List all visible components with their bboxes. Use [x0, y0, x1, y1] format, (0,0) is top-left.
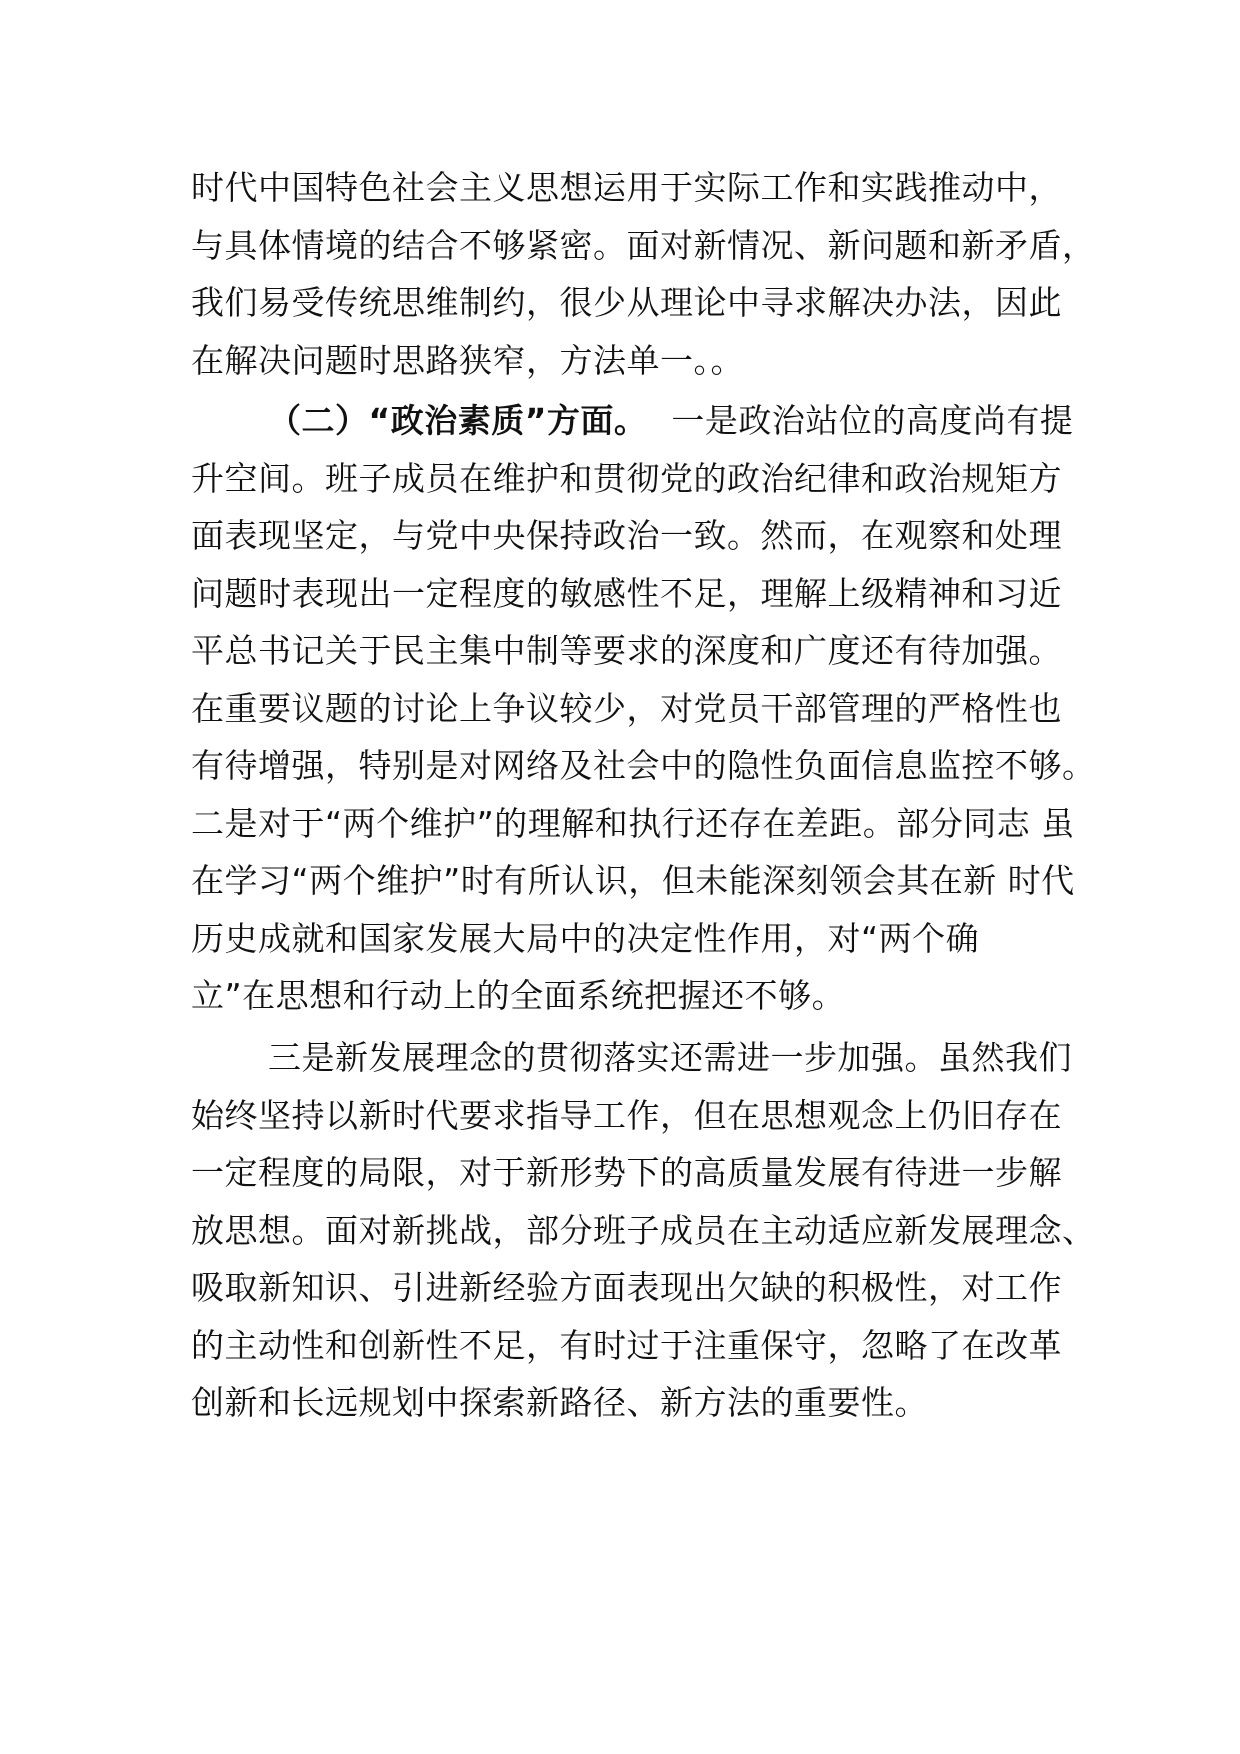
- paragraph-2-line-8: 二是对于“两个维护”的理解和执行还存在差距。部分同志 虽: [191, 803, 1075, 843]
- paragraph-3-line-4: 放思想。面对新挑战，部分班子成员在主动适应新发展理念、: [191, 1210, 1096, 1250]
- paragraph-1-line-1: 时代中国特色社会主义思想运用于实际工作和实践推动中，: [191, 168, 1062, 207]
- paragraph-2-line-4: 问题时表现出一定程度的敏感性不足，理解上级精神和习近: [191, 573, 1062, 613]
- paragraph-1-line-2: 与具体情境的结合不够紧密。面对新情况、新问题和新矛盾，: [191, 225, 1096, 265]
- paragraph-1-line-4: 在解决问题时思路狭窄，方法单一。。: [191, 340, 744, 380]
- paragraph-2-line-10: 历史成就和国家发展大局中的决定性作用，对“两个确: [191, 918, 980, 958]
- paragraph-2: [191, 392, 1096, 1025]
- paragraph-3-line-7: 创新和长远规划中探索新路径、新方法的重要性。: [191, 1383, 928, 1422]
- paragraph-3-line-6: 的主动性和创新性不足，有时过于注重保守，忽略了在改革: [191, 1325, 1062, 1365]
- paragraph-3: [191, 1029, 1096, 1432]
- paragraph-3-line-1: 三是新发展理念的贯彻落实还需进一步加强。虽然我们: [268, 1038, 1072, 1077]
- section-heading: （二）“政治素质”方面。: [268, 401, 648, 440]
- paragraph-2-line-5: 平总书记关于民主集中制等要求的深度和广度还有待加强。: [191, 631, 1062, 670]
- paragraph-3-line-5: 吸取新知识、引进新经验方面表现出欠缺的积极性，对工作: [191, 1268, 1062, 1307]
- paragraph-2-line-6: 在重要议题的讨论上争议较少，对党员干部管理的严格性也: [191, 688, 1062, 728]
- paragraph-2-line-9: 在学习“两个维护”时有所认识，但未能深刻领会其在新 时代: [191, 861, 1075, 900]
- paragraph-2-line-7: 有待增强，特别是对网络及社会中的隐性负面信息监控不够。: [191, 746, 1096, 785]
- paragraph-2-line-2: 升空间。班子成员在维护和贯彻党的政治纪律和政治规矩方: [191, 458, 1062, 498]
- paragraph-2-line-3: 面表现坚定，与党中央保持政治一致。然而，在观察和处理: [191, 516, 1062, 555]
- paragraph-1: [191, 159, 1096, 389]
- paragraph-1-line-3: 我们易受传统思维制约，很少从理论中寻求解决办法，因此: [191, 283, 1062, 322]
- paragraph-3-line-3: 一定程度的局限，对于新形势下的高质量发展有待进一步解: [191, 1153, 1062, 1192]
- paragraph-2-line-1-rest: 一是政治站位的高度尚有提: [671, 401, 1074, 440]
- paragraph-3-line-2: 始终坚持以新时代要求指导工作，但在思想观念上仍旧存在: [191, 1095, 1062, 1135]
- paragraph-2-line-1: [191, 392, 1091, 450]
- paragraph-2-line-11: 立”在思想和行动上的全面系统把握还不够。: [191, 976, 846, 1015]
